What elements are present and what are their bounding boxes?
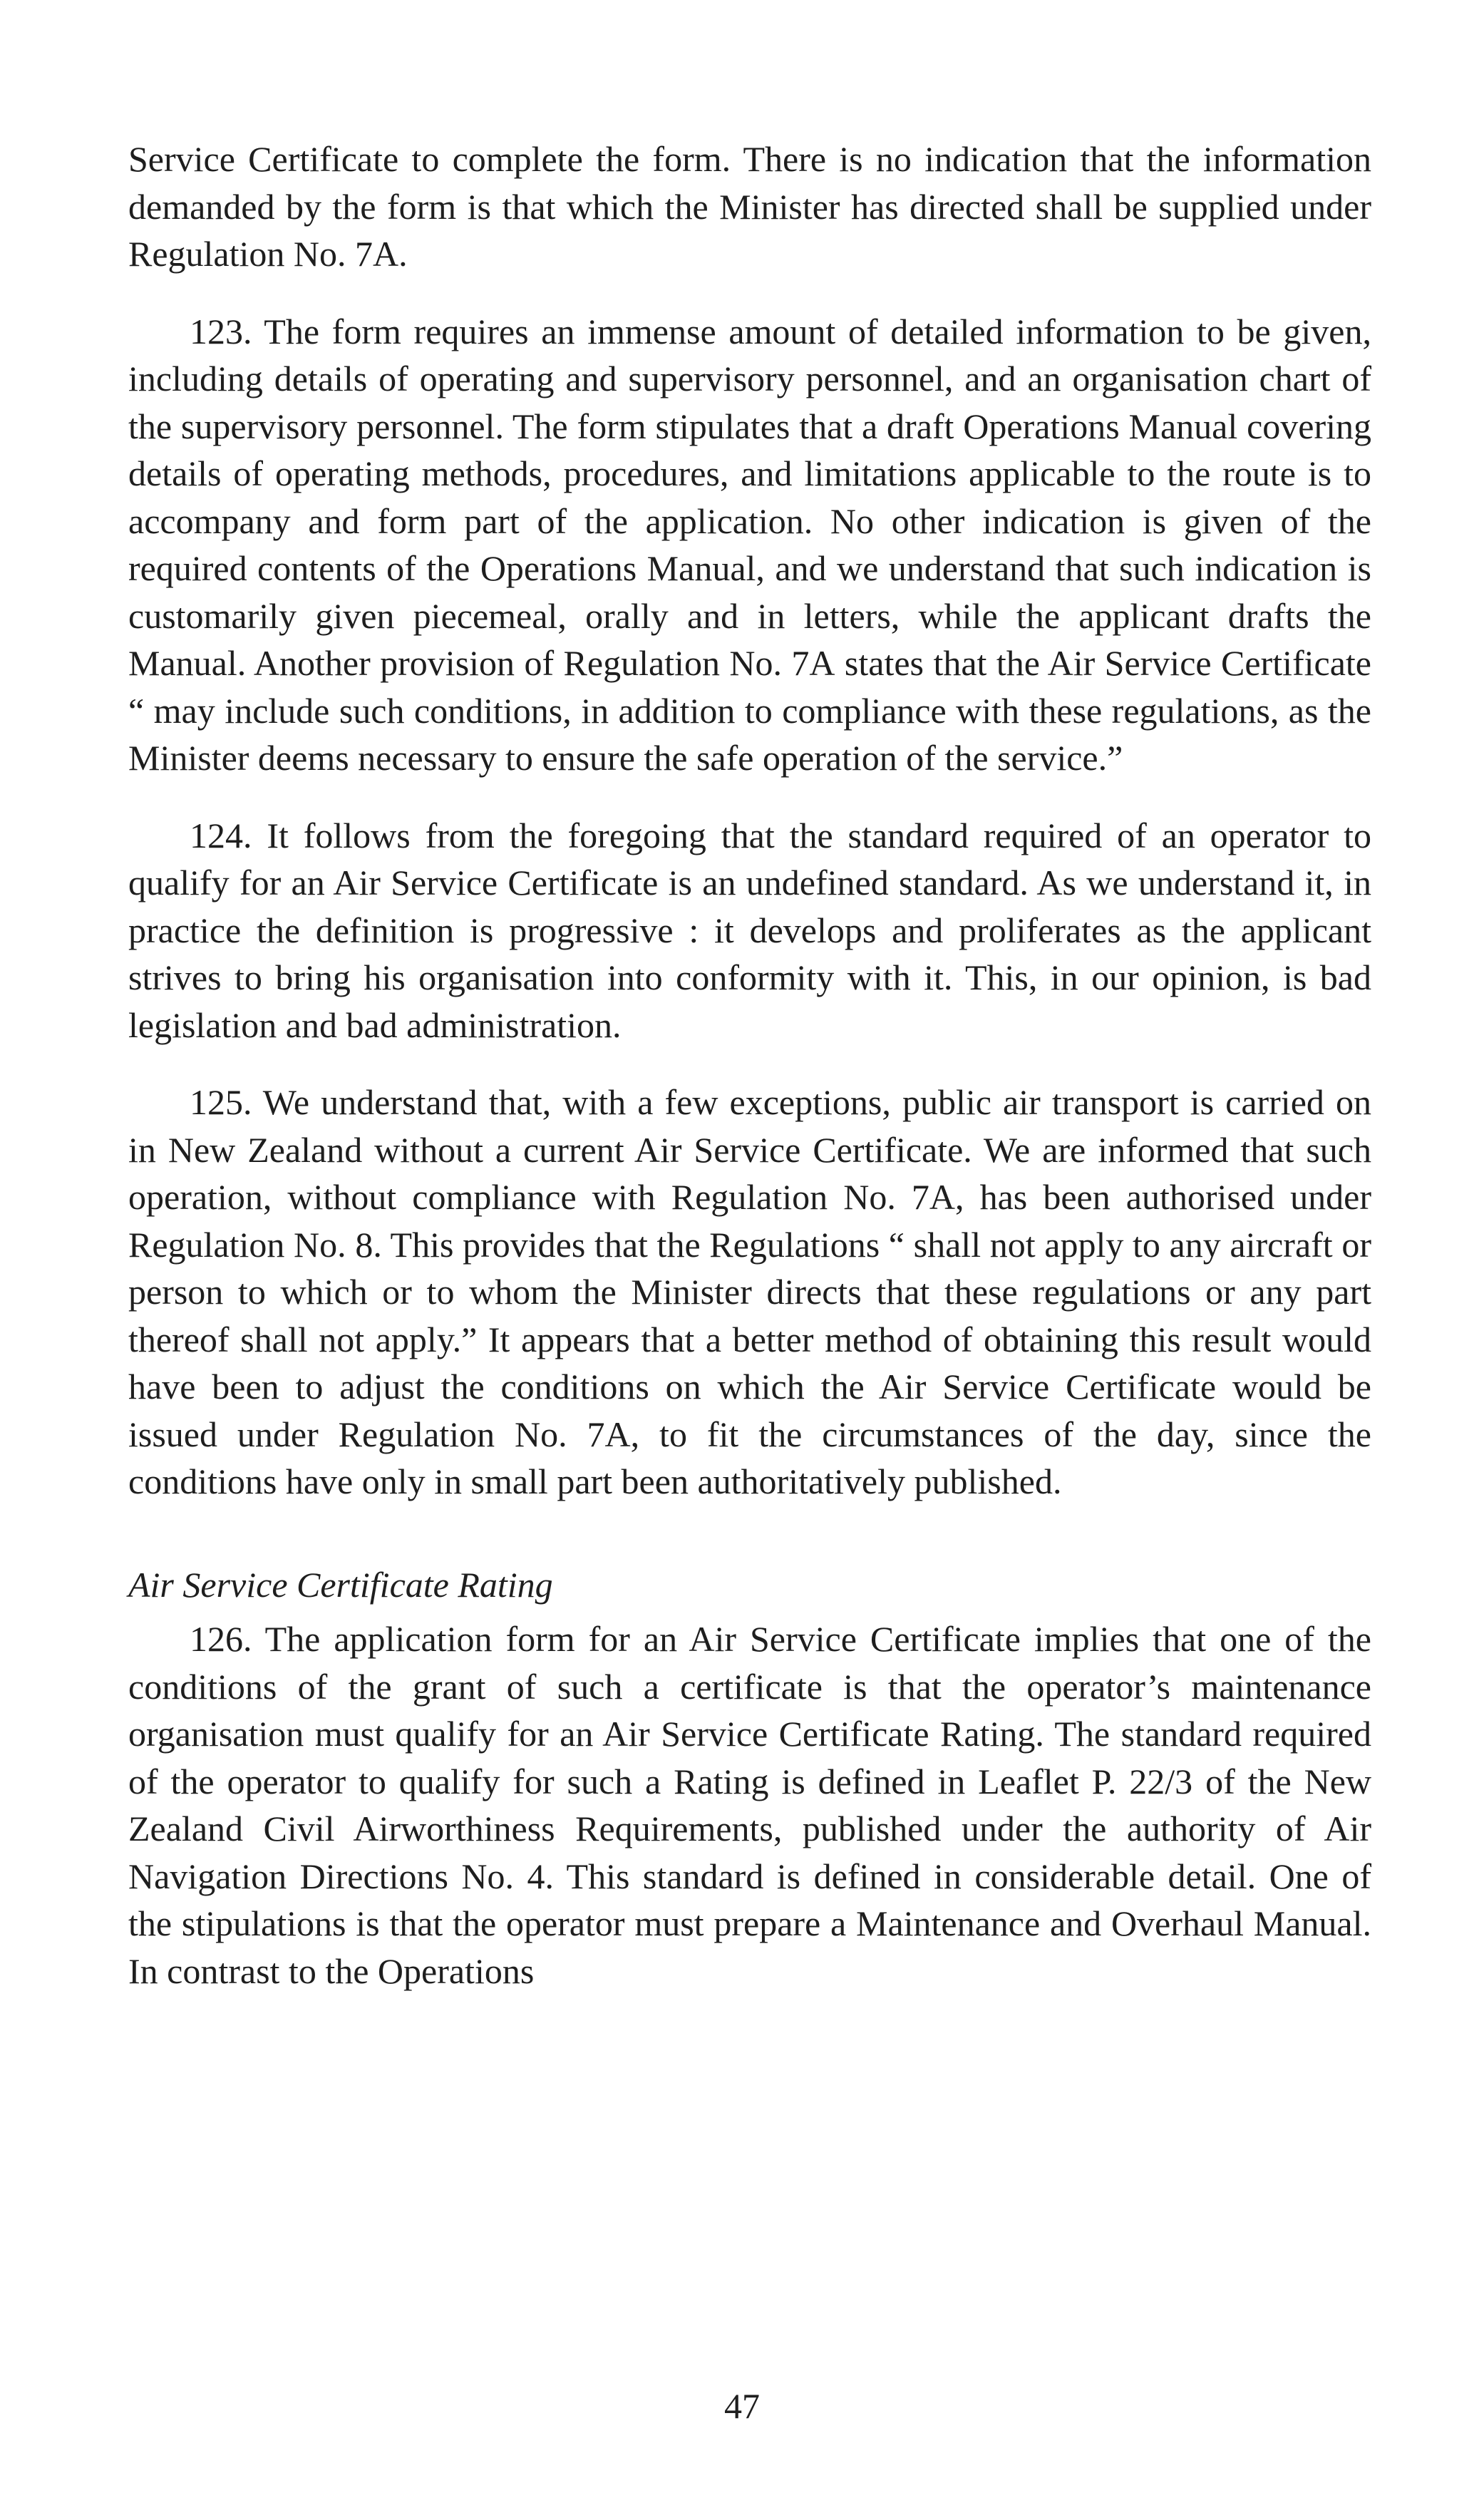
regulation-suffix: A bbox=[373, 234, 399, 274]
paragraph-125 bbox=[128, 1079, 1371, 1506]
regulation-suffix: A bbox=[809, 643, 835, 683]
paragraph-text: states that the Air Service Certificate “ may include such conditions, in addition to compliance with these regulations, as the Minister deems necessary to ensure the safe operation of the service.” bbox=[128, 643, 1371, 778]
paragraph-text: 125. We understand that, with a few exceptions, public air transport is carried on in New Zealand without a current Air Service Certificate. We are informed that such operation, without compliance with Regulation No. 7 bbox=[128, 1082, 1371, 1217]
paragraph-text: 123. The form requires an immense amount of detailed information to be given, including details of operating and supervisory personnel, and an organisation chart of the supervisory personnel. The form stipulates that a draft Operations Manual covering details of operating methods, procedures, and limitations applicable to the route is to accompany and form part of the application. No other indication is given of the required contents of the Operations Manual, and we understand that such indication is customarily given piecemeal, orally and in letters, while the applicant drafts the Manual. Another provision of Regulation No. 7 bbox=[128, 311, 1371, 683]
paragraph-text: , to fit the circumstances of the day, since the conditions have only in small part been authoritatively published. bbox=[128, 1414, 1371, 1501]
paragraph-126: 126. The application form for an Air Service Certificate implies that one of the conditions of the grant of such a certificate is that the operator’s maintenance organisation must qualify for an Air Service Certificate Rating. The standard required of the operator to qualify for such a Rating is defined in Leaflet P. 22/3 of the New Zealand Civil Airworthiness Requirements, published under the authority of Air Navigation Directions No. 4. This standard is defined in considerable detail. One of the stipulations is that the operator must prepare a Maintenance and Overhaul Manual. In contrast to the Operations bbox=[128, 1619, 1371, 1991]
paragraph-124: 124. It follows from the foregoing that the standard required of an operator to qualify for an Air Service Certificate is an undefined standard. As we understand it, in practice the definition is progressive : it develops and proliferates as the applicant strives to bring his organisation into conformity with it. This, in our opinion, is bad legislation and bad administration. bbox=[128, 815, 1371, 1045]
paragraph-text: , has been authorised under Regulation No. 8. This provides that the Regulations “ shall not apply to any aircraft or person to which or to whom the Minister directs that these regulations or any part thereof shall not apply.” It appears that a better method of obtaining this result would have been to adjust the conditions on which the Air Service Certificate would be issued under Regulation No. 7 bbox=[128, 1177, 1371, 1454]
regulation-suffix: A bbox=[929, 1177, 956, 1217]
regulation-suffix: A bbox=[604, 1414, 631, 1454]
document-page bbox=[128, 135, 1371, 1995]
paragraph-text: . bbox=[398, 234, 408, 274]
section-heading: Air Service Certificate Rating bbox=[128, 1564, 553, 1605]
paragraph-122-continued bbox=[128, 135, 1371, 278]
page-number: 47 bbox=[724, 2386, 760, 2426]
paragraph-123 bbox=[128, 308, 1371, 782]
paragraph-text: Service Certificate to complete the form. There is no indication that the information demanded by the form is that which the Minister has directed shall be supplied under Regulation No. 7 bbox=[128, 139, 1371, 274]
